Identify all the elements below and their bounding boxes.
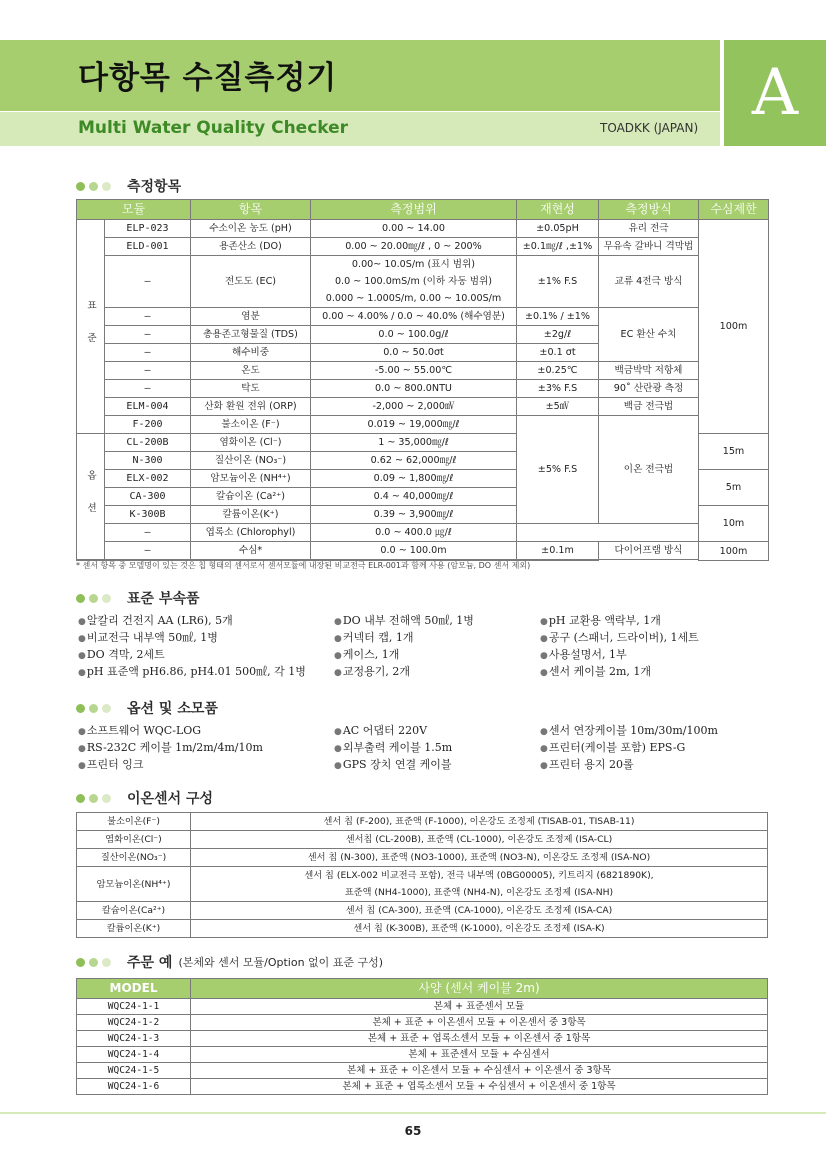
table-row xyxy=(77,1031,768,1047)
item-cell: 질산이온 (NO₃⁻) xyxy=(191,452,311,470)
table-row xyxy=(77,813,768,831)
repeat-cell: ±0.1m xyxy=(517,542,599,560)
bullet-dot-icon xyxy=(102,704,111,713)
range-cell: 0.0 ~ 100.0g/ℓ xyxy=(311,326,517,344)
range-cell: 0.00 ~ 14.00 xyxy=(311,220,517,238)
range-line: 0.000 ~ 1.000S/m, 0.00 ~ 10.00S/m xyxy=(325,293,502,304)
range-cell: 0.39 ~ 3,900㎎/ℓ xyxy=(311,506,517,524)
depth-cell: 5m xyxy=(699,470,769,506)
options-list xyxy=(78,722,778,772)
list-item: ● pH 교환용 액락부, 1개 xyxy=(540,612,778,628)
ion-name-cell: 불소이온(F⁻) xyxy=(77,813,191,831)
section-heading-options xyxy=(76,698,218,718)
range-cell: 0.0 ~ 800.0NTU xyxy=(311,380,517,398)
item-cell: 수심* xyxy=(191,542,311,560)
header-cell: 측정범위 xyxy=(311,200,517,220)
header-cell: 사양 (센서 케이블 2m) xyxy=(191,979,768,999)
list-item: ● 커넥터 캡, 1개 xyxy=(334,629,540,645)
module-cell: – xyxy=(105,524,191,542)
spec-cell: 본체 + 표준센서 모듈 + 수심센서 xyxy=(191,1047,768,1063)
page-number: 65 xyxy=(404,1124,422,1138)
item-cell: 용존산소 (DO) xyxy=(191,238,311,256)
list-item: ● 외부출력 케이블 1.5m xyxy=(334,739,540,755)
item-cell: 수소이온 농도 (pH) xyxy=(191,220,311,238)
spec-cell: 본체 + 표준 + 엽록소센서 모듈 + 수심센서 + 이온센서 중 1항목 xyxy=(191,1079,768,1095)
table-header-row xyxy=(77,200,769,220)
ion-desc-cell: 센서 칩 (CA-300), 표준액 (CA-1000), 이온강도 조정제 (ISA-CA) xyxy=(191,902,768,920)
module-cell: CL-200B xyxy=(105,434,191,452)
ion-name-cell: 질산이온(NO₃⁻) xyxy=(77,849,191,867)
repeat-cell: ±0.1% / ±1% xyxy=(517,308,599,326)
range-line: 0.00~ 10.0S/m (표시 범위) xyxy=(351,259,476,270)
method-cell: 90˚ 산란광 측정 xyxy=(599,380,699,398)
depth-cell: 10m xyxy=(699,506,769,542)
model-cell: WQC24-1-1 xyxy=(77,999,191,1015)
ion-sensor-table xyxy=(76,812,768,938)
list-item: ● pH 표준액 pH6.86, pH4.01 500㎖, 각 1병 xyxy=(78,663,334,679)
section-title: 표준 부속품 xyxy=(127,591,200,607)
item-cell: 엽록소 (Chlorophyl) xyxy=(191,524,311,542)
range-cell: -2,000 ~ 2,000㎷ xyxy=(311,398,517,416)
repeat-cell: ±0.25℃ xyxy=(517,362,599,380)
item-cell: 해수비중 xyxy=(191,344,311,362)
section-title: 주문 예 xyxy=(127,955,173,971)
model-cell: WQC24-1-4 xyxy=(77,1047,191,1063)
section-letter: A xyxy=(724,40,826,146)
table-row xyxy=(77,867,768,902)
item-cell: 산화 환원 전위 (ORP) xyxy=(191,398,311,416)
table-header-row xyxy=(77,979,768,999)
desc-line: 센서 칩 (ELX-002 비교전극 포함), 전극 내부액 (0BG00005), 키트리지 (6821890K), xyxy=(304,870,654,881)
table-row xyxy=(77,1063,768,1079)
table-row xyxy=(77,542,769,560)
footer-divider xyxy=(0,1112,826,1114)
ion-desc-cell: 센서 칩 (K-300B), 표준액 (K-1000), 이온강도 조정제 (ISA-K) xyxy=(191,920,768,938)
repeat-cell: ±5% F.S xyxy=(517,416,599,524)
bullet-dot-icon xyxy=(102,182,111,191)
module-cell: – xyxy=(105,256,191,308)
ion-desc-cell: 센서칩 (CL-200B), 표준액 (CL-1000), 이온강도 조정제 (ISA-CL) xyxy=(191,831,768,849)
header-cell: MODEL xyxy=(77,979,191,999)
model-cell: WQC24-1-5 xyxy=(77,1063,191,1079)
bullet-dot-icon xyxy=(89,958,98,967)
module-cell: – xyxy=(105,308,191,326)
item-cell: 칼슘이온 (Ca²⁺) xyxy=(191,488,311,506)
section-title: 측정항목 xyxy=(127,179,182,195)
module-cell: – xyxy=(105,326,191,344)
bullet-dot-icon xyxy=(76,182,85,191)
repeat-cell: ±1% F.S xyxy=(517,256,599,308)
module-cell: ELM-004 xyxy=(105,398,191,416)
range-cell: 0.09 ~ 1,800㎎/ℓ xyxy=(311,470,517,488)
table-row xyxy=(77,920,768,938)
module-cell: K-300B xyxy=(105,506,191,524)
item-cell: 전도도 (EC) xyxy=(191,256,311,308)
item-cell: 총용존고형물질 (TDS) xyxy=(191,326,311,344)
table-row xyxy=(77,831,768,849)
model-cell: WQC24-1-6 xyxy=(77,1079,191,1095)
bullet-dot-icon xyxy=(76,958,85,967)
range-line: 0.0 ~ 100.0mS/m (이하 자동 범위) xyxy=(334,276,493,287)
range-cell: -5.00 ~ 55.00℃ xyxy=(311,362,517,380)
list-item: ● 소프트웨어 WQC-LOG xyxy=(78,722,334,738)
bullet-dot-icon xyxy=(102,594,111,603)
list-item: ● DO 격막, 2세트 xyxy=(78,646,334,662)
range-cell: 1 ~ 35,000㎎/ℓ xyxy=(311,434,517,452)
method-cell: 백금 전극법 xyxy=(599,398,699,416)
range-cell: 0.00 ~ 4.00% / 0.0 ~ 40.0% (해수염분) xyxy=(311,308,517,326)
accessories-list xyxy=(78,612,778,679)
depth-cell: 15m xyxy=(699,434,769,470)
table-row xyxy=(77,416,769,434)
module-cell: ELX-002 xyxy=(105,470,191,488)
range-cell: 0.0 ~ 400.0 ㎍/ℓ xyxy=(311,524,517,542)
bullet-dot-icon xyxy=(102,794,111,803)
repeat-cell: ±3% F.S xyxy=(517,380,599,398)
item-cell: 온도 xyxy=(191,362,311,380)
list-item: ● 비교전극 내부액 50㎖, 1병 xyxy=(78,629,334,645)
header-cell: 모듈 xyxy=(77,200,191,220)
list-item: ● 센서 케이블 2m, 1개 xyxy=(540,663,778,679)
module-cell: ELP-023 xyxy=(105,220,191,238)
item-cell: 염분 xyxy=(191,308,311,326)
depth-cell: 100m xyxy=(699,220,769,434)
method-cell: 교류 4전극 방식 xyxy=(599,256,699,308)
item-cell: 불소이온 (F⁻) xyxy=(191,416,311,434)
list-item: ● 센서 연장케이블 10m/30m/100m xyxy=(540,722,778,738)
spec-cell: 본체 + 표준 + 이온센서 모듈 + 이온센서 중 3항목 xyxy=(191,1015,768,1031)
footnote: * 센서 항목 중 모델명이 있는 것은 칩 형태의 센서로서 센서모듈에 내장된 비교전극 ELR-001과 함께 사용 (암모늄, DO 센서 제외) xyxy=(76,561,531,570)
module-cell: ELD-001 xyxy=(105,238,191,256)
repeat-cell: ±0.1 σt xyxy=(517,344,599,362)
spec-cell: 본체 + 표준 + 이온센서 모듈 + 수심센서 + 이온센서 중 3항목 xyxy=(191,1063,768,1079)
table-row xyxy=(77,999,768,1015)
module-cell: – xyxy=(105,344,191,362)
module-cell: CA-300 xyxy=(105,488,191,506)
list-item: ● 사용설명서, 1부 xyxy=(540,646,778,662)
table-row xyxy=(77,849,768,867)
group-label-standard: 표 준 xyxy=(77,220,105,434)
page-subtitle: Multi Water Quality Checker xyxy=(78,118,349,138)
list-item: ● 케이스, 1개 xyxy=(334,646,540,662)
ion-name-cell: 암모늄이온(NH⁴⁺) xyxy=(77,867,191,902)
table-row xyxy=(77,220,769,238)
item-cell: 염화이온 (Cl⁻) xyxy=(191,434,311,452)
measure-table xyxy=(76,199,769,561)
range-cell: 0.019 ~ 19,000㎎/ℓ xyxy=(311,416,517,434)
ion-name-cell: 칼슘이온(Ca²⁺) xyxy=(77,902,191,920)
section-title: 이온센서 구성 xyxy=(127,791,214,807)
method-cell: 이온 전극법 xyxy=(599,416,699,524)
range-cell: 0.0 ~ 100.0m xyxy=(311,542,517,560)
list-item: ● 교정용기, 2개 xyxy=(334,663,540,679)
repeat-cell: ±0.1㎎/ℓ ,±1% xyxy=(517,238,599,256)
desc-line: 표준액 (NH4-1000), 표준액 (NH4-N), 이온강도 조정제 (ISA-NH) xyxy=(344,887,614,898)
section-heading-order xyxy=(76,952,383,972)
item-cell: 암모늄이온 (NH⁴⁺) xyxy=(191,470,311,488)
model-cell: WQC24-1-3 xyxy=(77,1031,191,1047)
section-heading-measure xyxy=(76,176,181,196)
method-cell: 유리 전극 xyxy=(599,220,699,238)
table-row xyxy=(77,1079,768,1095)
table-row xyxy=(77,902,768,920)
table-row xyxy=(77,238,769,256)
bullet-dot-icon xyxy=(76,794,85,803)
bullet-dot-icon xyxy=(89,594,98,603)
list-item: ● 알칼리 건전지 AA (LR6), 5개 xyxy=(78,612,334,628)
range-cell: 0.00 ~ 20.00㎎/ℓ , 0 ~ 200% xyxy=(311,238,517,256)
list-item: ● 프린터 용지 20롤 xyxy=(540,756,778,772)
repeat-cell: ±0.05pH xyxy=(517,220,599,238)
header-cell: 수심제한 xyxy=(699,200,769,220)
item-cell: 탁도 xyxy=(191,380,311,398)
list-item: ● AC 어댑터 220V xyxy=(334,722,540,738)
spec-cell: 본체 + 표준센서 모듈 xyxy=(191,999,768,1015)
header-cell: 재현성 xyxy=(517,200,599,220)
bullet-dot-icon xyxy=(76,704,85,713)
bullet-dot-icon xyxy=(76,594,85,603)
header-cell: 항목 xyxy=(191,200,311,220)
group-label-option: 옵 션 xyxy=(77,434,105,560)
section-subtitle: (본체와 센서 모듈/Option 없이 표준 구성) xyxy=(178,956,384,969)
section-heading-ion xyxy=(76,788,213,808)
order-table xyxy=(76,978,768,1095)
ion-name-cell: 칼륨이온(K⁺) xyxy=(77,920,191,938)
list-item: ● GPS 장치 연결 케이블 xyxy=(334,756,540,772)
module-cell: N-300 xyxy=(105,452,191,470)
table-row xyxy=(77,362,769,380)
table-row xyxy=(77,380,769,398)
range-cell: 0.4 ~ 40,000㎎/ℓ xyxy=(311,488,517,506)
method-cell: 다이어프램 방식 xyxy=(599,542,699,560)
list-item: ● 공구 (스패너, 드라이버), 1세트 xyxy=(540,629,778,645)
ion-desc-cell: 센서 칩 (F-200), 표준액 (F-1000), 이온강도 조정제 (TISAB-01, TISAB-11) xyxy=(191,813,768,831)
repeat-cell: ±2g/ℓ xyxy=(517,326,599,344)
method-cell: 백금박막 저항체 xyxy=(599,362,699,380)
bullet-dot-icon xyxy=(89,794,98,803)
spec-cell: 본체 + 표준 + 엽록소센서 모듈 + 이온센서 중 1항목 xyxy=(191,1031,768,1047)
module-cell: – xyxy=(105,362,191,380)
brand-label: TOADKK (JAPAN) xyxy=(600,121,699,135)
range-cell xyxy=(311,256,517,308)
module-cell: – xyxy=(105,380,191,398)
bullet-dot-icon xyxy=(89,704,98,713)
list-item: ● DO 내부 전해액 50㎖, 1병 xyxy=(334,612,540,628)
table-row xyxy=(77,308,769,326)
table-row xyxy=(77,1047,768,1063)
table-row xyxy=(77,1015,768,1031)
bullet-dot-icon xyxy=(89,182,98,191)
depth-cell: 100m xyxy=(699,542,769,561)
table-row xyxy=(77,256,769,308)
ion-desc-cell xyxy=(191,867,768,902)
repeat-cell: ±5㎷ xyxy=(517,398,599,416)
section-title: 옵션 및 소모품 xyxy=(127,701,218,717)
ion-desc-cell: 센서 칩 (N-300), 표준액 (NO3-1000), 표준액 (NO3-N), 이온강도 조정제 (ISA-NO) xyxy=(191,849,768,867)
table-row xyxy=(77,398,769,416)
list-item: ● 프린터 잉크 xyxy=(78,756,334,772)
module-cell: F-200 xyxy=(105,416,191,434)
range-cell: 0.0 ~ 50.0σt xyxy=(311,344,517,362)
bullet-dot-icon xyxy=(102,958,111,967)
ion-name-cell: 염화이온(Cl⁻) xyxy=(77,831,191,849)
model-cell: WQC24-1-2 xyxy=(77,1015,191,1031)
header-cell: 측정방식 xyxy=(599,200,699,220)
range-cell: 0.62 ~ 62,000㎎/ℓ xyxy=(311,452,517,470)
method-cell: EC 환산 수치 xyxy=(599,308,699,362)
list-item: ● RS-232C 케이블 1m/2m/4m/10m xyxy=(78,739,334,755)
list-item: ● 프린터(케이블 포함) EPS-G xyxy=(540,739,778,755)
section-heading-accessories xyxy=(76,588,200,608)
table-row xyxy=(77,524,769,542)
item-cell: 칼륨이온(K⁺) xyxy=(191,506,311,524)
method-cell: 무유속 갈바니 격막법 xyxy=(599,238,699,256)
page-title: 다항목 수질측정기 xyxy=(78,60,338,96)
module-cell: – xyxy=(105,542,191,560)
